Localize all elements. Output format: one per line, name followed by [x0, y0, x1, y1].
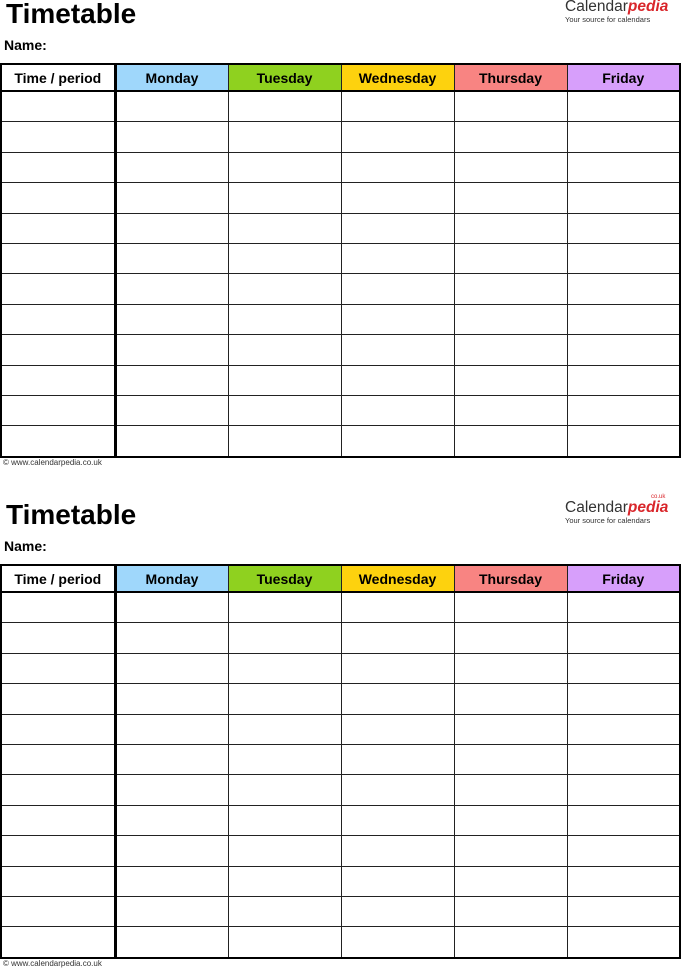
- timetable-cell[interactable]: [228, 896, 341, 926]
- timetable-cell[interactable]: [341, 927, 454, 958]
- timetable-cell[interactable]: [228, 866, 341, 896]
- timetable-cell[interactable]: [567, 592, 680, 623]
- timetable-cell[interactable]: [228, 653, 341, 683]
- timetable-cell[interactable]: [454, 274, 567, 304]
- timetable-cell[interactable]: [567, 335, 680, 365]
- logo-pedia-text: pedia: [627, 0, 669, 15]
- table-row: [1, 243, 680, 273]
- time-period-cell[interactable]: [1, 426, 115, 457]
- time-period-cell[interactable]: [1, 836, 115, 866]
- table-row: [1, 335, 680, 365]
- column-header-thursday: Thursday: [454, 565, 567, 592]
- table-row: [1, 653, 680, 683]
- timetable-cell[interactable]: [228, 243, 341, 273]
- timetable-cell[interactable]: [115, 274, 228, 304]
- timetable-cell[interactable]: [115, 152, 228, 182]
- timetable-cell[interactable]: [567, 274, 680, 304]
- name-label: Name:: [4, 37, 47, 53]
- timetable-cell[interactable]: [115, 365, 228, 395]
- timetable-cell[interactable]: [567, 152, 680, 182]
- timetable-cell[interactable]: [454, 243, 567, 273]
- column-header-tuesday: Tuesday: [228, 64, 341, 91]
- timetable-title: Timetable: [6, 0, 137, 29]
- timetable-cell[interactable]: [341, 183, 454, 213]
- time-period-cell[interactable]: [1, 243, 115, 273]
- timetable-cell[interactable]: [567, 243, 680, 273]
- timetable-cell[interactable]: [115, 714, 228, 744]
- timetable-cell[interactable]: [567, 653, 680, 683]
- timetable-cell[interactable]: [115, 623, 228, 653]
- timetable-cell[interactable]: [228, 91, 341, 122]
- timetable-cell[interactable]: [115, 213, 228, 243]
- column-header-friday: Friday: [567, 565, 680, 592]
- timetable-cell[interactable]: [341, 243, 454, 273]
- table-row: [1, 91, 680, 122]
- time-period-cell[interactable]: [1, 623, 115, 653]
- time-period-cell[interactable]: [1, 213, 115, 243]
- timetable-cell[interactable]: [228, 927, 341, 958]
- timetable-sheet-1: [0, 0, 681, 470]
- timetable-cell[interactable]: [454, 335, 567, 365]
- timetable-cell[interactable]: [454, 927, 567, 958]
- timetable-cell[interactable]: [454, 426, 567, 457]
- timetable-cell[interactable]: [567, 805, 680, 835]
- timetable-cell[interactable]: [567, 836, 680, 866]
- timetable-cell[interactable]: [115, 775, 228, 805]
- time-period-cell[interactable]: [1, 304, 115, 334]
- timetable-cell[interactable]: [454, 714, 567, 744]
- timetable-cell[interactable]: [115, 836, 228, 866]
- column-header-time-period: Time / period: [1, 565, 115, 592]
- timetable-cell[interactable]: [454, 653, 567, 683]
- timetable-cell[interactable]: [115, 684, 228, 714]
- time-period-cell[interactable]: [1, 365, 115, 395]
- timetable-cell[interactable]: [454, 395, 567, 425]
- timetable-grid: [0, 564, 681, 959]
- table-row: [1, 805, 680, 835]
- timetable-cell[interactable]: [567, 304, 680, 334]
- time-period-cell[interactable]: [1, 927, 115, 958]
- timetable-cell[interactable]: [454, 684, 567, 714]
- timetable-cell[interactable]: [115, 805, 228, 835]
- timetable-cell[interactable]: [341, 775, 454, 805]
- calendarpedia-logo: [565, 0, 677, 24]
- timetable-cell[interactable]: [454, 775, 567, 805]
- timetable-cell[interactable]: [454, 91, 567, 122]
- timetable-cell[interactable]: [228, 684, 341, 714]
- time-period-cell[interactable]: [1, 775, 115, 805]
- timetable-cell[interactable]: [115, 335, 228, 365]
- header-row: [1, 64, 680, 91]
- time-period-cell[interactable]: [1, 714, 115, 744]
- name-label: Name:: [4, 538, 47, 554]
- table-row: [1, 775, 680, 805]
- table-row: [1, 213, 680, 243]
- timetable-grid: [0, 63, 681, 458]
- timetable-cell[interactable]: [341, 684, 454, 714]
- table-row: [1, 623, 680, 653]
- timetable-cell[interactable]: [454, 213, 567, 243]
- logo-pedia-text: pedia: [627, 499, 669, 516]
- timetable-cell[interactable]: [454, 365, 567, 395]
- column-header-wednesday: Wednesday: [341, 565, 454, 592]
- time-period-cell[interactable]: [1, 805, 115, 835]
- table-row: [1, 152, 680, 182]
- timetable-cell[interactable]: [454, 744, 567, 774]
- table-row: [1, 304, 680, 334]
- timetable-cell[interactable]: [567, 866, 680, 896]
- time-period-cell[interactable]: [1, 653, 115, 683]
- timetable-cell[interactable]: [228, 395, 341, 425]
- table-row: [1, 365, 680, 395]
- timetable-cell[interactable]: [115, 304, 228, 334]
- timetable-cell[interactable]: [228, 836, 341, 866]
- timetable-cell[interactable]: [115, 91, 228, 122]
- timetable-cell[interactable]: [341, 213, 454, 243]
- logo-tagline: Your source for calendars: [565, 516, 651, 525]
- table-row: [1, 836, 680, 866]
- timetable-sheet-2: [0, 494, 681, 971]
- timetable-cell[interactable]: [454, 836, 567, 866]
- timetable-cell[interactable]: [341, 896, 454, 926]
- footer-copyright: © www.calendarpedia.co.uk: [3, 959, 102, 968]
- logo-calendar-text: Calendar: [565, 499, 628, 516]
- time-period-cell[interactable]: [1, 274, 115, 304]
- table-row: [1, 274, 680, 304]
- timetable-cell[interactable]: [341, 744, 454, 774]
- table-row: [1, 744, 680, 774]
- timetable-cell[interactable]: [341, 335, 454, 365]
- timetable-cell[interactable]: [341, 805, 454, 835]
- timetable-cell[interactable]: [115, 866, 228, 896]
- timetable-cell[interactable]: [341, 653, 454, 683]
- timetable-cell[interactable]: [567, 365, 680, 395]
- time-period-cell[interactable]: [1, 183, 115, 213]
- time-period-cell[interactable]: [1, 91, 115, 122]
- timetable-cell[interactable]: [567, 684, 680, 714]
- table-row: [1, 896, 680, 926]
- timetable-cell[interactable]: [341, 623, 454, 653]
- timetable-cell[interactable]: [341, 91, 454, 122]
- timetable-cell[interactable]: [341, 426, 454, 457]
- timetable-cell[interactable]: [567, 623, 680, 653]
- column-header-friday: Friday: [567, 64, 680, 91]
- timetable-cell[interactable]: [454, 866, 567, 896]
- table-row: [1, 592, 680, 623]
- table-row: [1, 395, 680, 425]
- time-period-cell[interactable]: [1, 684, 115, 714]
- column-header-monday: Monday: [115, 64, 228, 91]
- timetable-cell[interactable]: [567, 896, 680, 926]
- timetable-cell[interactable]: [115, 243, 228, 273]
- timetable-cell[interactable]: [341, 592, 454, 623]
- column-header-monday: Monday: [115, 565, 228, 592]
- timetable-cell[interactable]: [115, 395, 228, 425]
- table-row: [1, 927, 680, 958]
- timetable-cell[interactable]: [228, 592, 341, 623]
- timetable-cell[interactable]: [567, 395, 680, 425]
- timetable-cell[interactable]: [228, 426, 341, 457]
- timetable-cell[interactable]: [341, 122, 454, 152]
- time-period-cell[interactable]: [1, 744, 115, 774]
- calendarpedia-logo: [565, 494, 677, 525]
- timetable-cell[interactable]: [341, 365, 454, 395]
- timetable-cell[interactable]: [567, 714, 680, 744]
- timetable-cell[interactable]: [228, 365, 341, 395]
- time-period-cell[interactable]: [1, 122, 115, 152]
- column-header-time-period: Time / period: [1, 64, 115, 91]
- time-period-cell[interactable]: [1, 152, 115, 182]
- time-period-cell[interactable]: [1, 866, 115, 896]
- timetable-cell[interactable]: [454, 896, 567, 926]
- timetable-cell[interactable]: [454, 623, 567, 653]
- timetable-cell[interactable]: [454, 152, 567, 182]
- timetable-cell[interactable]: [115, 122, 228, 152]
- footer-copyright: © www.calendarpedia.co.uk: [3, 458, 102, 467]
- table-row: [1, 866, 680, 896]
- column-header-tuesday: Tuesday: [228, 565, 341, 592]
- timetable-cell[interactable]: [454, 805, 567, 835]
- timetable-cell[interactable]: [341, 274, 454, 304]
- time-period-cell[interactable]: [1, 395, 115, 425]
- timetable-cell[interactable]: [567, 775, 680, 805]
- table-row: [1, 426, 680, 457]
- timetable-title: Timetable: [6, 499, 137, 530]
- timetable-cell[interactable]: [115, 183, 228, 213]
- timetable-cell[interactable]: [567, 213, 680, 243]
- timetable-cell[interactable]: [228, 183, 341, 213]
- table-row: [1, 684, 680, 714]
- timetable-cell[interactable]: [567, 183, 680, 213]
- timetable-cell[interactable]: [454, 304, 567, 334]
- timetable-cell[interactable]: [228, 122, 341, 152]
- timetable-cell[interactable]: [115, 426, 228, 457]
- timetable-cell[interactable]: [228, 805, 341, 835]
- timetable-cell[interactable]: [454, 122, 567, 152]
- timetable-cell[interactable]: [228, 744, 341, 774]
- timetable-cell[interactable]: [115, 927, 228, 958]
- timetable-cell[interactable]: [228, 152, 341, 182]
- timetable-cell[interactable]: [228, 304, 341, 334]
- time-period-cell[interactable]: [1, 592, 115, 623]
- logo-tagline: Your source for calendars: [565, 15, 651, 24]
- timetable-cell[interactable]: [115, 896, 228, 926]
- timetable-cell[interactable]: [228, 775, 341, 805]
- timetable-cell[interactable]: [341, 714, 454, 744]
- timetable-cell[interactable]: [341, 395, 454, 425]
- timetable-cell[interactable]: [567, 744, 680, 774]
- timetable-cell[interactable]: [228, 623, 341, 653]
- logo-calendar-text: Calendar: [565, 0, 628, 15]
- timetable-cell[interactable]: [341, 304, 454, 334]
- timetable-cell[interactable]: [341, 866, 454, 896]
- table-row: [1, 122, 680, 152]
- timetable-cell[interactable]: [228, 335, 341, 365]
- timetable-cell[interactable]: [228, 714, 341, 744]
- time-period-cell[interactable]: [1, 896, 115, 926]
- timetable-cell[interactable]: [115, 653, 228, 683]
- timetable-cell[interactable]: [567, 122, 680, 152]
- column-header-wednesday: Wednesday: [341, 64, 454, 91]
- table-row: [1, 183, 680, 213]
- table-row: [1, 714, 680, 744]
- timetable-cell[interactable]: [228, 274, 341, 304]
- timetable-cell[interactable]: [341, 836, 454, 866]
- timetable-cell[interactable]: [567, 426, 680, 457]
- timetable-cell[interactable]: [341, 152, 454, 182]
- timetable-cell[interactable]: [115, 592, 228, 623]
- logo-domain-text: co.uk: [651, 494, 666, 500]
- time-period-cell[interactable]: [1, 335, 115, 365]
- timetable-cell[interactable]: [454, 592, 567, 623]
- timetable-cell[interactable]: [454, 183, 567, 213]
- column-header-thursday: Thursday: [454, 64, 567, 91]
- timetable-cell[interactable]: [567, 927, 680, 958]
- header-row: [1, 565, 680, 592]
- timetable-cell[interactable]: [567, 91, 680, 122]
- timetable-cell[interactable]: [115, 744, 228, 774]
- timetable-cell[interactable]: [228, 213, 341, 243]
